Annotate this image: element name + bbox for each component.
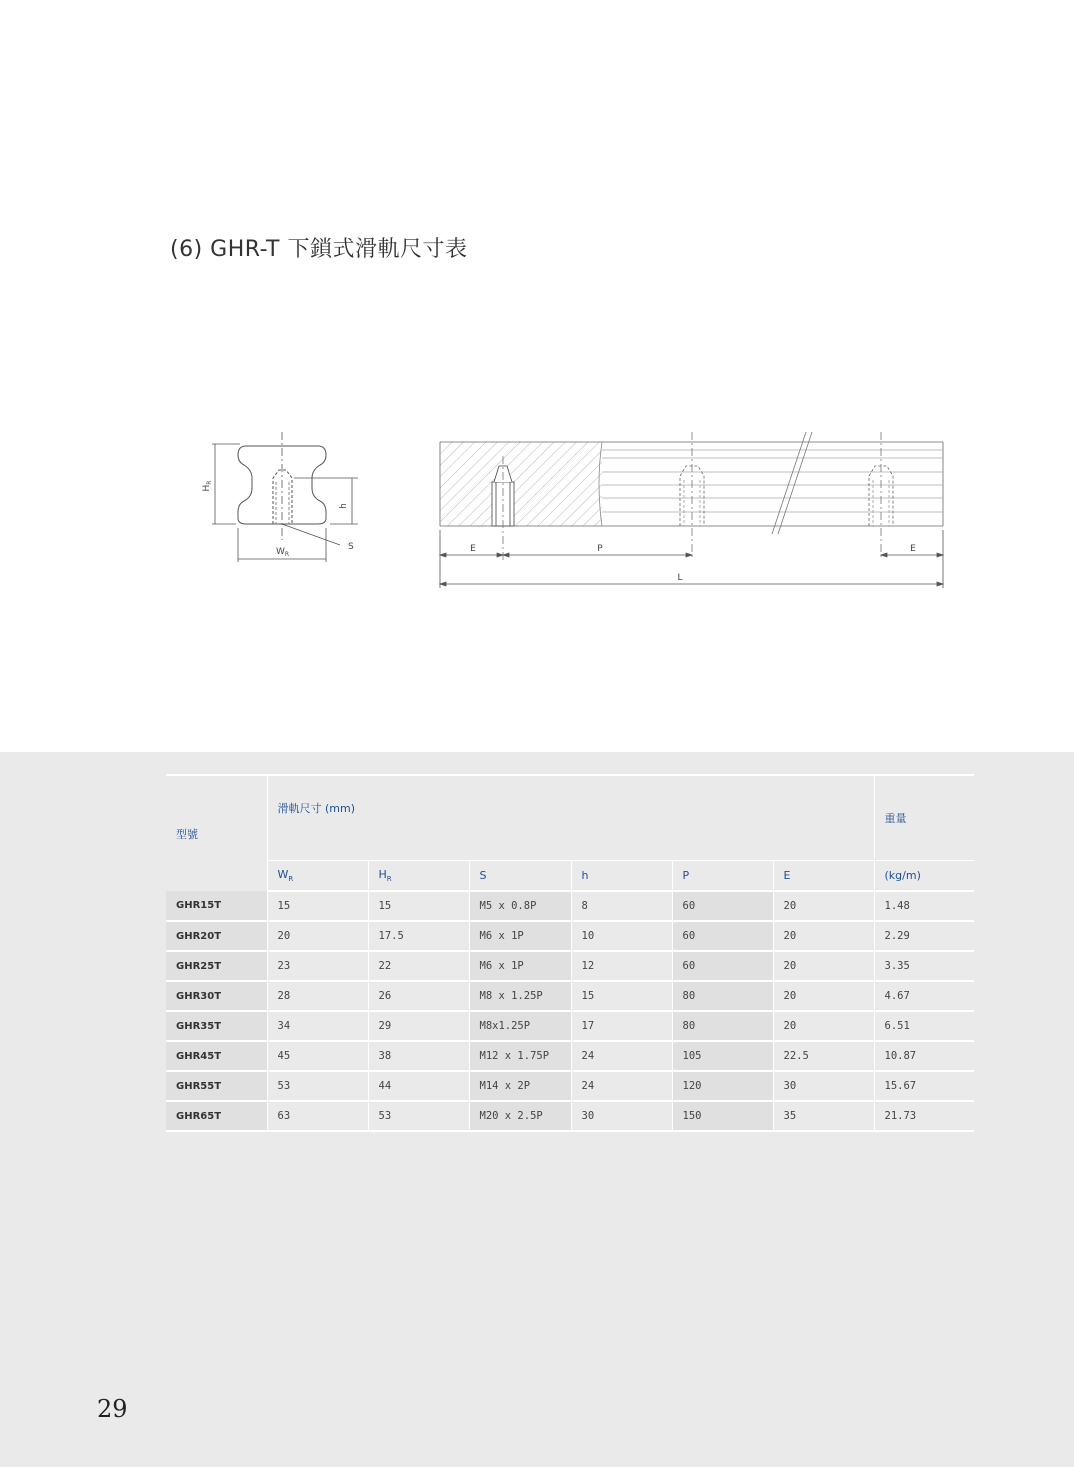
- e-left-label: E: [470, 544, 476, 554]
- weight-cell: 6.51: [874, 1011, 974, 1041]
- weight-header: 重量: [874, 775, 974, 861]
- e-cell: 20: [773, 1011, 874, 1041]
- wr-cell: 53: [267, 1071, 368, 1101]
- wr-cell: 34: [267, 1011, 368, 1041]
- hr-cell: 22: [368, 951, 469, 981]
- s-cell: M12 x 1.75P: [469, 1041, 571, 1071]
- hr-cell: 29: [368, 1011, 469, 1041]
- col-header-hr: $H_R$: [368, 861, 469, 892]
- p-cell: 80: [672, 1011, 773, 1041]
- p-cell: 150: [672, 1101, 773, 1131]
- h-cell: 17: [571, 1011, 672, 1041]
- h-cell: 24: [571, 1071, 672, 1101]
- model-cell: GHR55T: [166, 1071, 267, 1101]
- rail-side-view: [440, 432, 943, 560]
- s-cell: M8 x 1.25P: [469, 981, 571, 1011]
- weight-cell: 3.35: [874, 951, 974, 981]
- wr-cell: 23: [267, 951, 368, 981]
- p-cell: 60: [672, 921, 773, 951]
- h-cell: 12: [571, 951, 672, 981]
- col-header-h: h: [571, 861, 672, 892]
- model-cell: GHR25T: [166, 951, 267, 981]
- weight-cell: 4.67: [874, 981, 974, 1011]
- h-cell: 8: [571, 891, 672, 921]
- p-label: P: [597, 544, 603, 554]
- col-header-wr: $W_R$: [267, 861, 368, 892]
- table-row: [166, 921, 974, 951]
- wr-cell: 15: [267, 891, 368, 921]
- col-header-weight-unit: (kg/m): [874, 861, 974, 892]
- col-header-p: P: [672, 861, 773, 892]
- table-row: [166, 1101, 974, 1131]
- e-cell: 35: [773, 1101, 874, 1131]
- model-cell: GHR30T: [166, 981, 267, 1011]
- h-cell: 10: [571, 921, 672, 951]
- p-cell: 60: [672, 951, 773, 981]
- rail-cross-section: [238, 432, 326, 540]
- hr-cell: 38: [368, 1041, 469, 1071]
- s-cell: M6 x 1P: [469, 951, 571, 981]
- e-cell: 20: [773, 951, 874, 981]
- table-row: [166, 891, 974, 921]
- weight-cell: 15.67: [874, 1071, 974, 1101]
- p-cell: 60: [672, 891, 773, 921]
- hr-cell: 53: [368, 1101, 469, 1131]
- h-cell: 15: [571, 981, 672, 1011]
- model-header: 型號: [166, 775, 267, 891]
- rail-technical-drawing: [0, 0, 1074, 620]
- p-cell: 120: [672, 1071, 773, 1101]
- wr-cell: 45: [267, 1041, 368, 1071]
- h-cell: 30: [571, 1101, 672, 1131]
- e-cell: 30: [773, 1071, 874, 1101]
- hr-cell: 17.5: [368, 921, 469, 951]
- e-cell: 20: [773, 921, 874, 951]
- hr-label: $H_R$: [202, 480, 213, 492]
- s-cell: M8x1.25P: [469, 1011, 571, 1041]
- col-header-s: S: [469, 861, 571, 892]
- weight-cell: 10.87: [874, 1041, 974, 1071]
- table-row: [166, 1011, 974, 1041]
- cross-section-dimensions: [212, 444, 358, 562]
- table-row: [166, 1071, 974, 1101]
- wr-cell: 28: [267, 981, 368, 1011]
- wr-cell: 20: [267, 921, 368, 951]
- s-cell: M5 x 0.8P: [469, 891, 571, 921]
- s-cell: M14 x 2P: [469, 1071, 571, 1101]
- dim-group-header: 滑軌尺寸 (mm): [267, 775, 874, 861]
- wr-label: $W_R$: [276, 547, 290, 558]
- page-title: (6) GHR-T 下鎖式滑軌尺寸表: [170, 237, 468, 262]
- e-cell: 22.5: [773, 1041, 874, 1071]
- s-cell: M6 x 1P: [469, 921, 571, 951]
- table-row: [166, 981, 974, 1011]
- model-cell: GHR35T: [166, 1011, 267, 1041]
- model-cell: GHR20T: [166, 921, 267, 951]
- h-label: h: [339, 503, 349, 509]
- wr-cell: 63: [267, 1101, 368, 1131]
- e-cell: 20: [773, 981, 874, 1011]
- hr-cell: 44: [368, 1071, 469, 1101]
- s-cell: M20 x 2.5P: [469, 1101, 571, 1131]
- weight-cell: 21.73: [874, 1101, 974, 1131]
- hr-cell: 15: [368, 891, 469, 921]
- weight-cell: 1.48: [874, 891, 974, 921]
- p-cell: 80: [672, 981, 773, 1011]
- page-number: 29: [97, 1395, 128, 1423]
- h-cell: 24: [571, 1041, 672, 1071]
- l-label: L: [677, 573, 683, 583]
- e-right-label: E: [910, 544, 916, 554]
- side-view-dimensions: [440, 530, 943, 588]
- table-row: [166, 1041, 974, 1071]
- col-header-e: E: [773, 861, 874, 892]
- e-cell: 20: [773, 891, 874, 921]
- model-cell: GHR65T: [166, 1101, 267, 1131]
- rail-dimension-table: [166, 774, 974, 1132]
- p-cell: 105: [672, 1041, 773, 1071]
- model-cell: GHR15T: [166, 891, 267, 921]
- weight-cell: 2.29: [874, 921, 974, 951]
- model-cell: GHR45T: [166, 1041, 267, 1071]
- s-label: S: [348, 542, 354, 552]
- hr-cell: 26: [368, 981, 469, 1011]
- table-row: [166, 951, 974, 981]
